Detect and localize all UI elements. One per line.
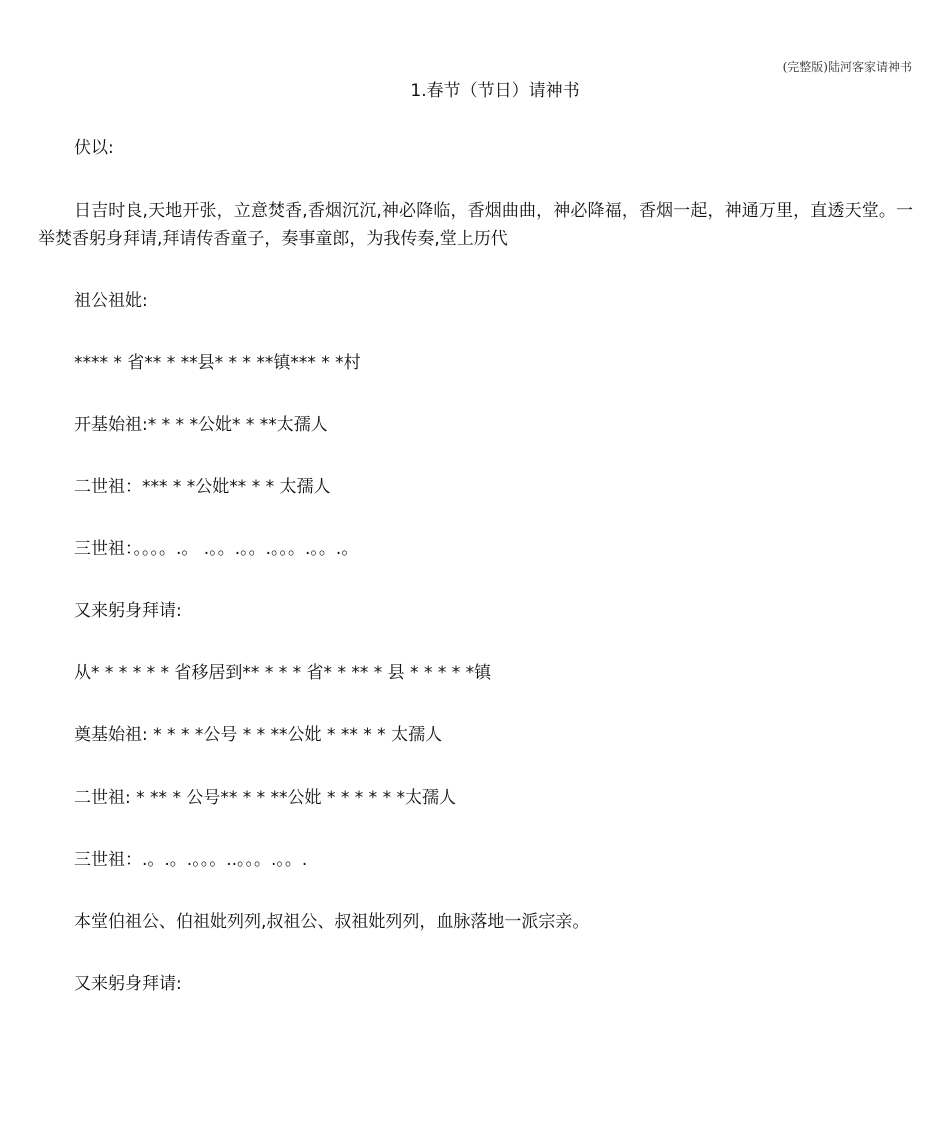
paragraph-again-invite: 又来躬身拜请: [74,601,182,621]
header-note: (完整版)陆河客家请神书 [782,60,912,74]
paragraph-third-generation: 三世祖：。。。。.。 .。。.。。.。。。.。。.。 [74,539,359,559]
paragraph-ancestors-heading: 祖公祖妣: [74,291,148,311]
paragraph-clan-relatives: 本堂伯祖公、伯祖妣列列,叔祖公、叔祖妣列列，血脉落地一派宗亲。 [74,912,590,932]
paragraph-migration: 从* * * * * * 省移居到** * * * 省* * ** * 县 * * * * *镇 [74,663,492,683]
paragraph-settling-ancestor: 奠基始祖: * * * *公号 * * **公妣 * ** * * 太孺人 [74,725,443,745]
paragraph-third-generation-settled: 三世祖：.。.。.。。。..。。。.。。. [74,850,308,870]
paragraph-again-invite-2: 又来躬身拜请: [74,974,182,994]
paragraph-second-generation: 二世祖：*** * *公妣** * * 太孺人 [74,477,331,497]
document-title: 1.春节（节日）请神书 [410,81,580,101]
paragraph-origin-location: **** * 省** * **县* * * **镇*** * *村 [74,353,361,373]
paragraph-invocation: 伏以: [74,138,114,158]
paragraph-prayer: 日吉时良,天地开张，立意焚香,香烟沉沉,神必降临，香烟曲曲，神必降福，香烟一起，神通万里，直透天堂。一举焚香躬身拜请,拜请传香童子，奏事童郎，为我传奏,堂上历代 [38,201,913,249]
paragraph-second-generation-settled: 二世祖: * ** * 公号** * * **公妣 * * * * * *太孺人 [74,788,456,808]
paragraph-founding-ancestor: 开基始祖:* * * *公妣* * **太孺人 [74,415,328,435]
